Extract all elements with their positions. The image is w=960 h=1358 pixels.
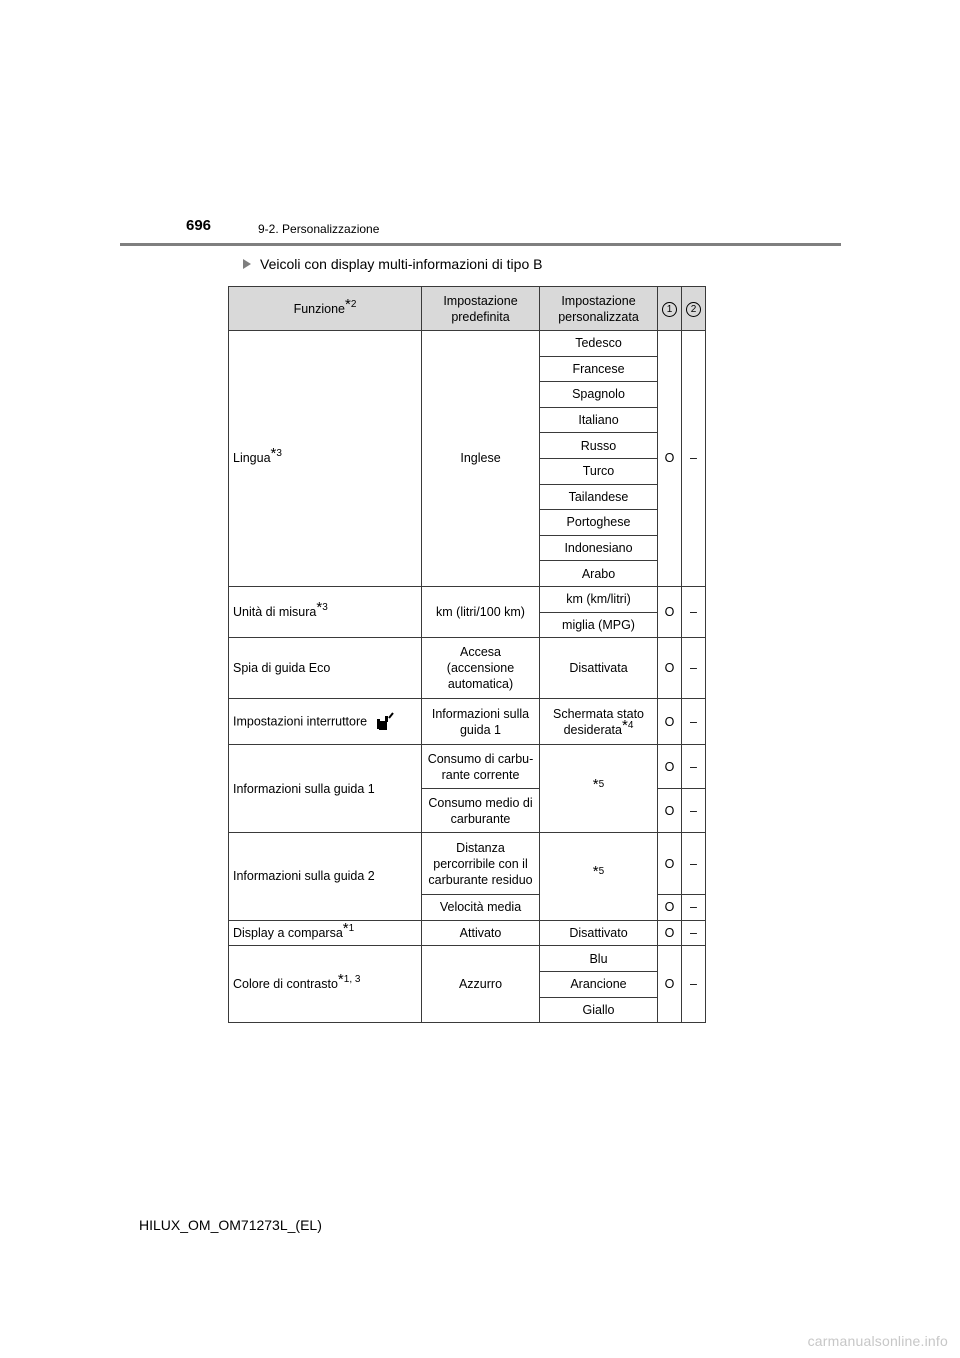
guida1-custom: *5 (540, 745, 658, 833)
interruttore-label: Impostazioni interruttore (229, 699, 422, 745)
triangle-bullet-icon (243, 259, 251, 269)
spia-custom: Disattivata (540, 638, 658, 699)
guida2-col2: – (682, 833, 706, 895)
subheading (243, 256, 542, 272)
lingua-option: Indonesiano (540, 535, 658, 561)
unita-default: km (litri/100 km) (422, 586, 540, 637)
unita-label: Unità di misura$^{*3}$ (229, 586, 422, 637)
colore-option: Giallo (540, 997, 658, 1023)
guida1-col1: O (658, 745, 682, 789)
page-number: 696 (186, 217, 212, 234)
table-row (229, 946, 706, 972)
guida1-item: Consumo di carbu-rante corrente (422, 745, 540, 789)
table-row (229, 331, 706, 357)
table-row (229, 638, 706, 699)
watermark: carmanualsonline.info (807, 1333, 948, 1349)
lingua-option: Italiano (540, 407, 658, 433)
lingua-option: Tedesco (540, 331, 658, 357)
subheading-text: Veicoli con display multi-informazioni di tipo B (260, 256, 543, 272)
lingua-option: Francese (540, 356, 658, 382)
header-predefinita: Impostazione predefinita (422, 287, 540, 331)
header-col-1: 1 (658, 287, 682, 331)
colore-option: Blu (540, 946, 658, 972)
unita-option: miglia (MPG) (540, 612, 658, 638)
table-row (229, 699, 706, 745)
table-row (229, 833, 706, 895)
display-col2: – (682, 920, 706, 946)
table-row (229, 920, 706, 946)
display-col1: O (658, 920, 682, 946)
lingua-default: Inglese (422, 331, 540, 587)
document-id: HILUX_OM_OM71273L_(EL) (139, 1217, 322, 1233)
display-default: Attivato (422, 920, 540, 946)
section-title: 9-2. Personalizzazione (258, 222, 380, 236)
lingua-option: Russo (540, 433, 658, 459)
colore-col1: O (658, 946, 682, 1023)
spia-label: Spia di guida Eco (229, 638, 422, 699)
table-row (229, 586, 706, 612)
colore-col2: – (682, 946, 706, 1023)
guida2-item: Distanza percorribile con il carburante residuo (422, 833, 540, 895)
colore-option: Arancione (540, 971, 658, 997)
unita-option: km (km/litri) (540, 586, 658, 612)
guida2-label: Informazioni sulla guida 2 (229, 833, 422, 921)
lingua-option: Turco (540, 458, 658, 484)
guida2-custom: *5 (540, 833, 658, 921)
steering-switch-icon (377, 712, 395, 732)
guida2-col2: – (682, 895, 706, 921)
lingua-col1: O (658, 331, 682, 587)
lingua-label: Lingua$^{*3}$ (229, 331, 422, 587)
lingua-option: Portoghese (540, 510, 658, 536)
spia-default: Accesa (accensione automatica) (422, 638, 540, 699)
guida1-col2: – (682, 745, 706, 789)
colore-label: Colore di contrasto$^{*1, 3}$ (229, 946, 422, 1023)
display-custom: Disattivato (540, 920, 658, 946)
table-row (229, 745, 706, 789)
lingua-option: Arabo (540, 561, 658, 587)
guida2-col1: O (658, 833, 682, 895)
lingua-option: Spagnolo (540, 382, 658, 408)
guida1-col2: – (682, 789, 706, 833)
guida1-label: Informazioni sulla guida 1 (229, 745, 422, 833)
interruttore-custom: Schermata stato desiderata$^{*4}$ (540, 699, 658, 745)
lingua-col2: – (682, 331, 706, 587)
colore-default: Azzurro (422, 946, 540, 1023)
header-rule (120, 243, 841, 246)
guida1-item: Consumo medio di carburante (422, 789, 540, 833)
guida2-col1: O (658, 895, 682, 921)
interruttore-default: Informazioni sulla guida 1 (422, 699, 540, 745)
guida1-col1: O (658, 789, 682, 833)
display-label: Display a comparsa$^{*1}$ (229, 920, 422, 946)
unita-col1: O (658, 586, 682, 637)
table-header-row (229, 287, 706, 331)
spia-col2: – (682, 638, 706, 699)
unita-col2: – (682, 586, 706, 637)
lingua-option: Tailandese (540, 484, 658, 510)
header-funzione: Funzione$^{*2}$ (229, 287, 422, 331)
header-personalizzata: Impostazione personalizzata (540, 287, 658, 331)
settings-table (228, 286, 706, 1023)
spia-col1: O (658, 638, 682, 699)
interruttore-col1: O (658, 699, 682, 745)
interruttore-col2: – (682, 699, 706, 745)
guida2-item: Velocità media (422, 895, 540, 921)
header-col-2: 2 (682, 287, 706, 331)
